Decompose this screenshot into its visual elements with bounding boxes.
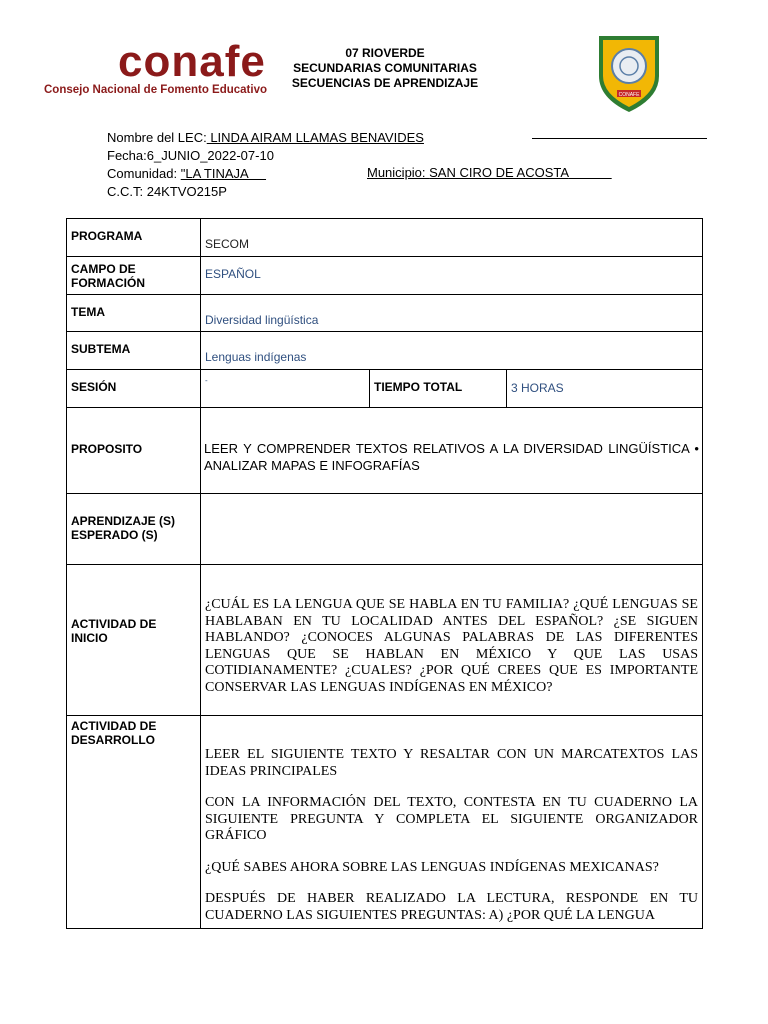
subtema-cell (201, 332, 703, 370)
lec-value: LINDA AIRAM LLAMAS BENAVIDES (206, 130, 424, 145)
campo-value: ESPAÑOL (205, 267, 261, 281)
document-heading (270, 46, 500, 91)
cct-line: C.C.T: 24KTVO215P (107, 184, 227, 199)
municipio-line (367, 165, 612, 180)
desarrollo-content (201, 716, 702, 927)
municipio-value: SAN CIRO DE ACOSTA (429, 165, 569, 180)
tiempo-label: TIEMPO TOTAL (370, 370, 507, 408)
proposito-label: PROPOSITO (67, 408, 201, 494)
shield-label: CONAFE (618, 92, 640, 98)
inicio-label: ACTIVIDAD DE INICIO (67, 565, 201, 716)
subtema-label: SUBTEMA (67, 332, 201, 370)
desarrollo-p3: ¿QUÉ SABES AHORA SOBRE LAS LENGUAS INDÍGENAS MEXICANAS? (205, 859, 659, 875)
conafe-logo: conafe (118, 37, 266, 86)
row-aprendizaje (67, 494, 703, 565)
desarrollo-p4: DESPUÉS DE HABER REALIZADO LA LECTURA, RESPONDE EN TU CUADERNO LAS SIGUIENTES PREGUNTAS: A) ¿POR QUÉ LA LENGUA (205, 891, 698, 923)
row-campo (67, 257, 703, 295)
proposito-value: LEER Y COMPRENDER TEXTOS RELATIVOS A LA DIVERSIDAD LINGÜÍSTICA • ANALIZAR MAPAS E INFOGRAFÍAS (204, 441, 699, 473)
comunidad-value: "LA TINAJA (180, 166, 267, 181)
inicio-value: ¿CUÁL ES LA LENGUA QUE SE HABLA EN TU FAMILIA? ¿QUÉ LENGUAS SE HABLABAN EN TU LOCALIDAD ANTES DEL ESPAÑOL? ¿SE SIGUEN HABLANDO? ¿CONOCES ALGUNAS PALABRAS DE LAS DIFERENTES LENGUAS QUE SE HABLAN EN MÉXICO Y QUE LAS USAS COTIDIANAMENTE? ¿CUALES? ¿POR QUÉ CREES QUE ES IMPORTANTE CONSERVAR LAS LENGUAS INDÍGENAS EN MÉXICO? (205, 597, 698, 695)
municipio-label: Municipio: (367, 165, 430, 180)
programa-cell (201, 219, 703, 257)
desarrollo-cell (201, 716, 703, 929)
aprendizaje-label: APRENDIZAJE (S) ESPERADO (S) (67, 494, 201, 565)
row-subtema (67, 332, 703, 370)
row-inicio (67, 565, 703, 716)
row-programa (67, 219, 703, 257)
tiempo-value: 3 HORAS (511, 381, 564, 395)
tema-cell (201, 295, 703, 332)
conafe-logo-subtitle: Consejo Nacional de Fomento Educativo (44, 84, 268, 96)
proposito-cell (201, 408, 703, 494)
lec-line (107, 129, 424, 147)
tiempo-cell (507, 370, 703, 408)
inicio-cell (201, 565, 703, 716)
desarrollo-label: ACTIVIDAD DE DESARROLLO (67, 716, 201, 929)
row-desarrollo (67, 716, 703, 929)
tema-label: TEMA (67, 295, 201, 332)
programa-label: PROGRAMA (67, 219, 201, 257)
row-proposito (67, 408, 703, 494)
comunidad-label: Comunidad: (107, 166, 181, 181)
tema-value: Diversidad lingüística (205, 313, 319, 327)
aprendizaje-value (201, 494, 703, 565)
sesion-value: - (205, 376, 208, 385)
campo-cell (201, 257, 703, 295)
lec-label: Nombre del LEC: (107, 130, 207, 145)
programa-value: SECOM (205, 237, 250, 251)
signature-line (532, 138, 707, 139)
desarrollo-p2: CON LA INFORMACIÓN DEL TEXTO, CONTESTA EN TU CUADERNO LA SIGUIENTE PREGUNTA Y COMPLETA EL SIGUIENTE ORGANIZADOR GRÁFICO (205, 795, 698, 843)
heading-line-1: 07 RIOVERDE (345, 46, 425, 60)
fecha-line: Fecha:6_JUNIO_2022-07-10 (107, 148, 274, 163)
lesson-table (66, 218, 703, 929)
subtema-value: Lenguas indígenas (205, 350, 307, 364)
desarrollo-p1: LEER EL SIGUIENTE TEXTO Y RESALTAR CON UN MARCATEXTOS LAS IDEAS PRINCIPALES (205, 747, 698, 779)
sesion-cell (201, 370, 370, 408)
heading-line-3: SECUENCIAS DE APRENDIZAJE (291, 76, 479, 90)
heading-line-2: SECUNDARIAS COMUNITARIAS (293, 61, 477, 75)
campo-label: CAMPO DE FORMACIÓN (67, 257, 201, 295)
row-sesion (67, 370, 703, 408)
conafe-shield-icon (597, 32, 661, 114)
municipio-underline-pad (568, 165, 611, 180)
comunidad-line (107, 165, 266, 183)
row-tema (67, 295, 703, 332)
sesion-label: SESIÓN (67, 370, 201, 408)
